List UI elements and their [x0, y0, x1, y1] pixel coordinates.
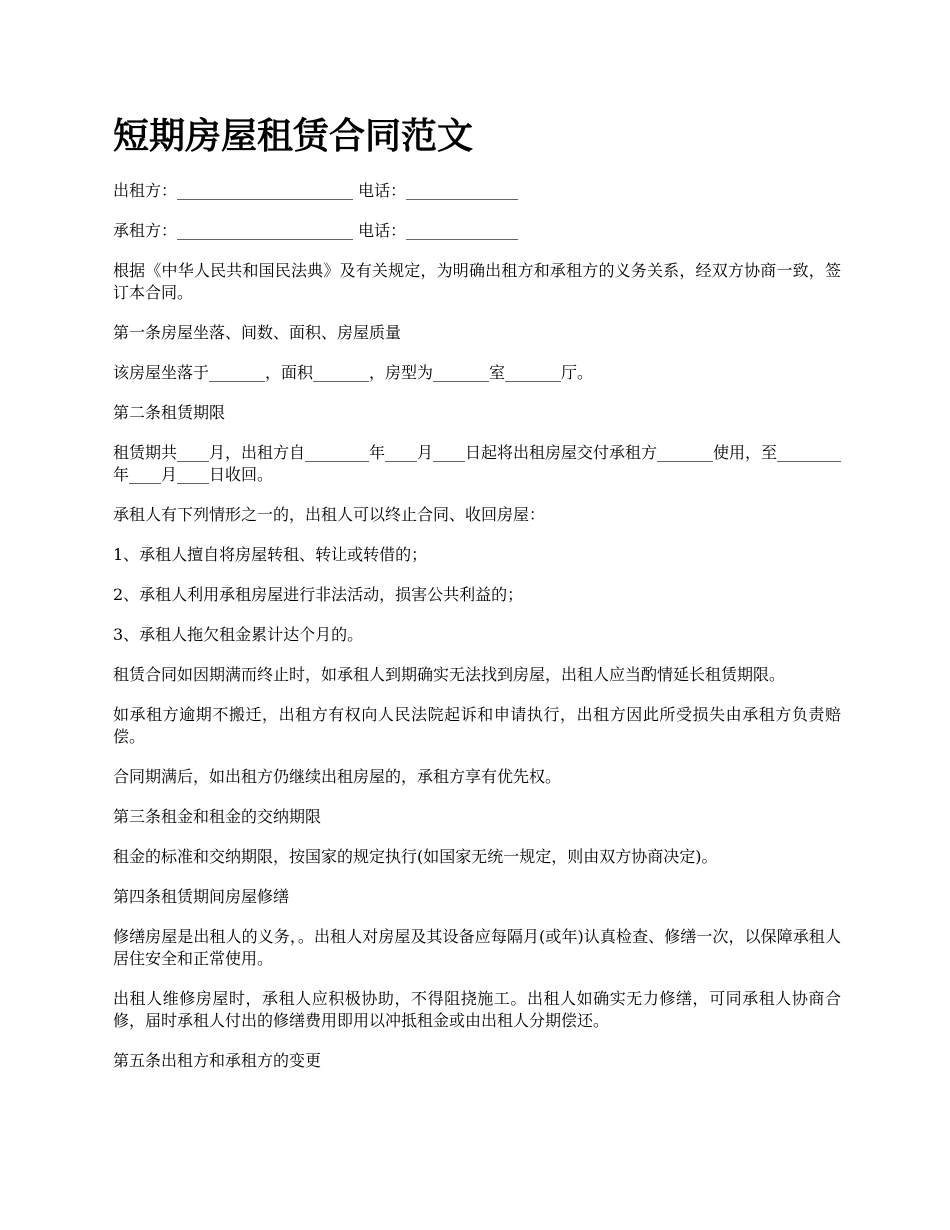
article-1-heading: 第一条房屋坐落、间数、面积、房屋质量 [113, 323, 402, 342]
document-title: 短期房屋租赁合同范文 [113, 115, 474, 157]
article-4-text-2: 出租人维修房屋时，承租人应积极协助，不得阻挠施工。出租人如确实无力修缮，可同承租人协商合修，届时承租人付出的修缮费用即用以冲抵租金或由出租人分期偿还。 [113, 989, 841, 1030]
article-2-heading: 第二条租赁期限 [113, 403, 226, 422]
priority-right-paragraph: 合同期满后，如出租方仍继续出租房屋的，承租方享有优先权。 [113, 767, 562, 786]
article-5-heading: 第五条出租方和承租方的变更 [113, 1051, 322, 1070]
intro-paragraph: 根据《中华人民共和国民法典》及有关规定，为明确出租方和承租方的义务关系，经双方协商一致，签订本合同。 [113, 261, 841, 302]
lessor-line: 出租方：______________________ 电话：______________ [113, 181, 519, 200]
termination-item-2: 2、承租人利用承租房屋进行非法活动，损害公共利益的； [113, 585, 524, 604]
article-3-text: 租金的标准和交纳期限，按国家的规定执行(如国家无统一规定，则由双方协商决定)。 [113, 847, 718, 866]
article-2-text: 租赁期共____月，出租方自________年____月____日起将出租房屋交付承租方_______使用，至________年____月____日收回。 [113, 443, 842, 484]
article-4-text-1: 修缮房屋是出租人的义务，。出租人对房屋及其设备应每隔月(或年)认真检查、修缮一次，以保障承租人居住安全和正常使用。 [113, 927, 841, 968]
expiry-extension-paragraph: 租赁合同如因期满而终止时，如承租人到期确实无法找到房屋，出租人应当酌情延长租赁期限。 [113, 665, 786, 684]
article-4-heading: 第四条租赁期间房屋修缮 [113, 887, 290, 906]
article-3-heading: 第三条租金和租金的交纳期限 [113, 807, 322, 826]
termination-intro: 承租人有下列情形之一的，出租人可以终止合同、收回房屋： [113, 505, 546, 524]
termination-item-3: 3、承租人拖欠租金累计达个月的。 [113, 625, 364, 644]
termination-item-1: 1、承租人擅自将房屋转租、转让或转借的； [113, 545, 428, 564]
article-1-text: 该房屋坐落于_______，面积_______，房型为_______室_______厅。 [113, 363, 594, 382]
overdue-paragraph: 如承租方逾期不搬迁，出租方有权向人民法院起诉和申请执行，出租方因此所受损失由承租方负责赔偿。 [113, 705, 841, 746]
document-page [113, 110, 841, 1090]
lessee-line: 承租方：______________________ 电话：______________ [113, 221, 519, 240]
